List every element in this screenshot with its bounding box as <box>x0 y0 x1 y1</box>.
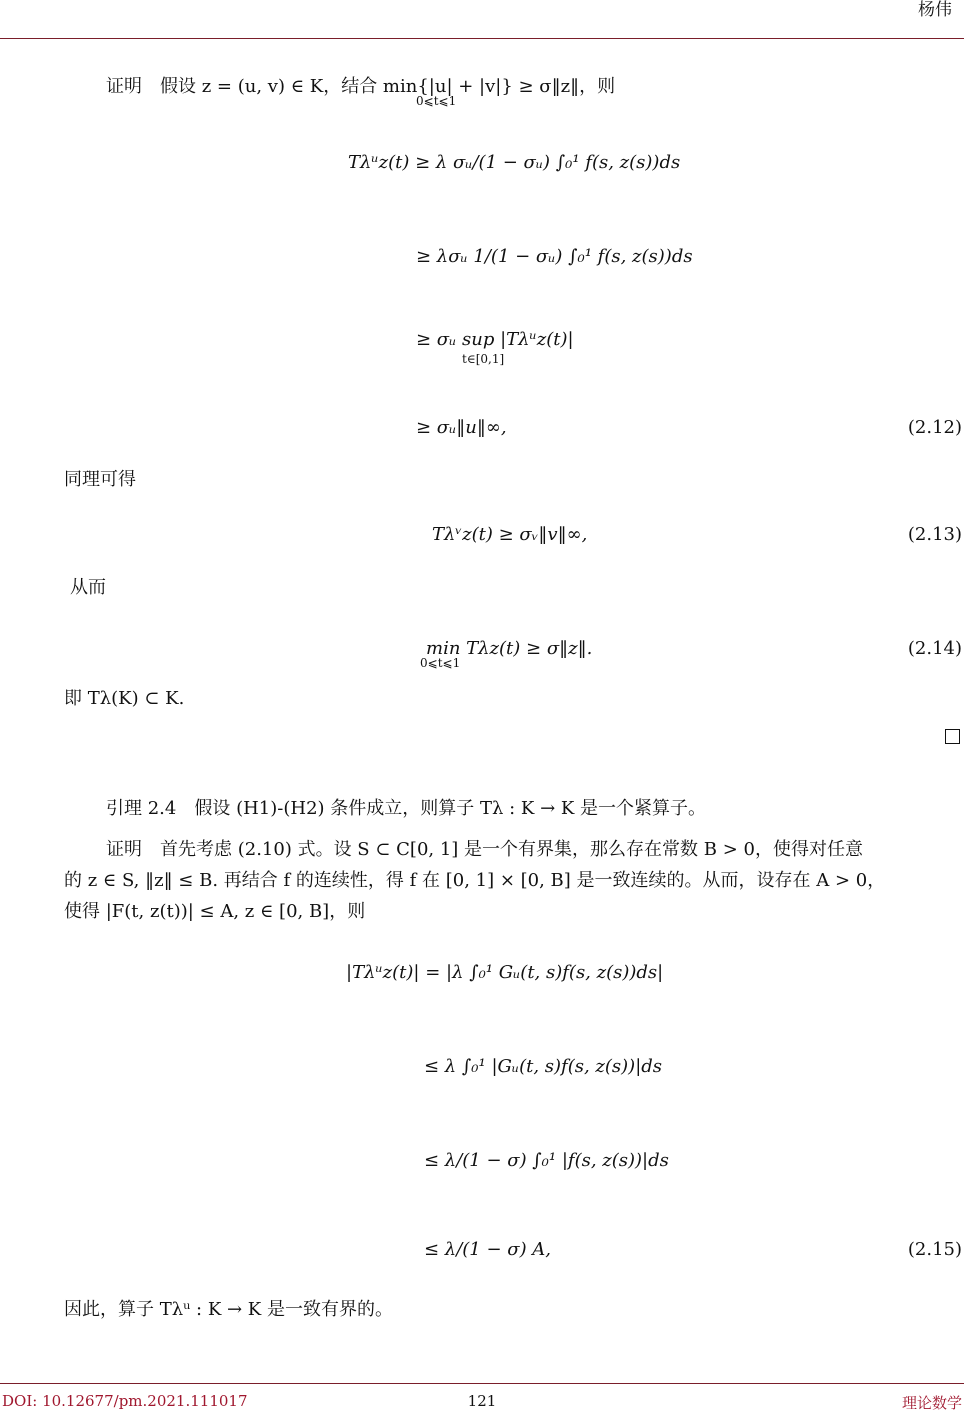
equation: |Tλᵘz(t)| = |λ ∫₀¹ Gᵤ(t, s)f(s, z(s))ds| <box>346 962 664 983</box>
qed-symbol <box>945 729 960 744</box>
paragraph: 因此，算子 Tλᵘ : K → K 是一致有界的。 <box>64 1299 393 1320</box>
equation: ≥ σᵤ‖u‖∞, <box>416 417 507 438</box>
equation: ≥ σᵤ sup |Tλᵘz(t)| <box>416 329 574 350</box>
proof1-intro-subscript: 0⩽t⩽1 <box>416 94 457 108</box>
equation-number: (2.15) <box>907 1239 962 1260</box>
paragraph: 即 Tλ(K) ⊂ K. <box>64 688 185 709</box>
paragraph: 同理可得 <box>64 469 136 490</box>
footer-journal: 理论数学 <box>901 1394 962 1412</box>
paragraph-line: 证明 首先考虑 (2.10) 式。设 S ⊂ C[0, 1] 是一个有界集，那么存在常数 B > 0，使得对任意 <box>106 839 863 860</box>
proof2-paragraph <box>64 834 964 927</box>
paragraph-line: 使得 |F(t, z(t))| ≤ A, z ∈ [0, B]，则 <box>64 901 366 922</box>
equation-subscript: t∈[0,1] <box>462 352 505 366</box>
equation-number: (2.12) <box>907 417 962 438</box>
equation: min Tλz(t) ≥ σ‖z‖. <box>426 638 593 659</box>
footer-doi[interactable]: DOI: 10.12677/pm.2021.111017 <box>2 1392 248 1410</box>
page-number: 121 <box>467 1392 497 1410</box>
equation: ≤ λ ∫₀¹ |Gᵤ(t, s)f(s, z(s))|ds <box>424 1056 663 1077</box>
header-author: 杨伟 <box>918 0 952 20</box>
equation: Tλᵘz(t) ≥ λ σᵤ/(1 − σᵤ) ∫₀¹ f(s, z(s))ds <box>348 152 681 173</box>
paragraph-line: 的 z ∈ S, ‖z‖ ≤ B. 再结合 f 的连续性，得 f 在 [0, 1] × [0, B] 是一致连续的。从而，设存在 A > 0， <box>64 870 886 891</box>
equation-number: (2.13) <box>907 524 962 545</box>
equation: ≥ λσᵤ 1/(1 − σᵤ) ∫₀¹ f(s, z(s))ds <box>416 246 693 267</box>
header-rule <box>0 38 964 39</box>
equation-number: (2.14) <box>907 638 962 659</box>
equation: Tλᵛz(t) ≥ σᵥ‖v‖∞, <box>432 524 588 545</box>
equation: ≤ λ/(1 − σ) A, <box>424 1239 552 1260</box>
equation-subscript: 0⩽t⩽1 <box>420 656 461 670</box>
footer-rule <box>0 1383 964 1384</box>
proof1-intro: 证明 假设 z = (u, v) ∈ K，结合 min{|u| + |v|} ≥ σ‖z‖，则 <box>106 76 616 97</box>
equation: ≤ λ/(1 − σ) ∫₀¹ |f(s, z(s))|ds <box>424 1150 669 1171</box>
lemma-2-4: 引理 2.4 假设 (H1)-(H2) 条件成立，则算子 Tλ : K → K 是一个紧算子。 <box>106 798 707 819</box>
paragraph: 从而 <box>70 577 106 598</box>
